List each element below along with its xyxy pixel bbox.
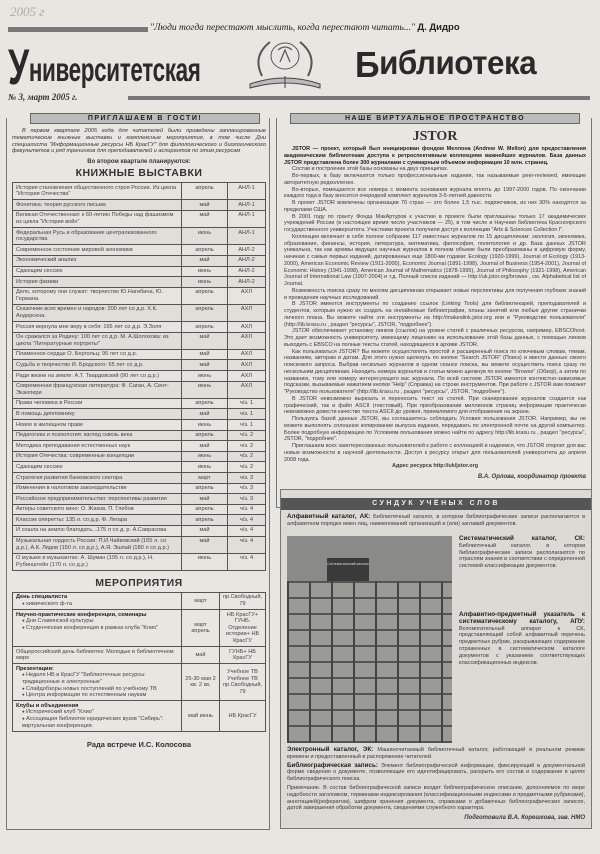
handwritten-note: 2005 г	[10, 4, 45, 19]
event-item: ● Центра информации по естественным наукам	[16, 692, 178, 699]
exhibition-month: май	[182, 360, 228, 371]
exhibition-place: ч/з. 1	[228, 398, 266, 409]
exhibition-place: ч/з. 2	[228, 462, 266, 473]
exhibition-place: ч/з. 4	[228, 525, 266, 536]
right-column-content	[280, 146, 592, 829]
exhibition-month: июнь	[182, 553, 228, 570]
exhibition-month: апрель	[182, 398, 228, 409]
definition: Библиотечный каталог, в котором библиографические записи располагаются по отраслям знания в соответствии с определенной системой классификации документов.	[459, 542, 585, 570]
event-place: НБ КрасГУ+ ГУНБ. Отделение истории+ НБ КрасГУ	[220, 610, 266, 647]
exhibition-title: Современная французская литература: Ф. Саган, А. Сент-Экзюпери	[13, 381, 182, 398]
event-description	[13, 701, 182, 731]
exhibition-place: АНЛ-1	[228, 228, 266, 245]
exhibition-place: АХЛ	[228, 322, 266, 333]
article-title: JSTOR	[412, 129, 458, 144]
term: Электронный каталог, ЭК:	[287, 746, 374, 753]
events-table	[12, 592, 266, 732]
event-title: День специалиста	[16, 594, 68, 601]
exhibitions-title: КНИЖНЫЕ ВЫСТАВКИ	[75, 167, 203, 180]
card-catalog-photo	[287, 536, 452, 743]
exhibition-place: ч/з. 4	[228, 504, 266, 515]
event-month: март	[182, 592, 220, 609]
resource-address: Адрес ресурса http://uk/jstor.org	[391, 463, 479, 470]
table-row	[13, 525, 266, 536]
article-paragraph: Во-первых, в базу включаются только профессиональные издания, так называемые peer-reviewed, имеющие авторитетную редколлегию.	[284, 173, 586, 186]
section-header: НАШЕ ВИРТУАЛЬНОЕ ПРОСТРАНСТВО	[290, 113, 580, 124]
plan-subtitle: Во втором квартале планируются:	[87, 159, 191, 166]
exhibition-place: ч/з. 4	[228, 553, 266, 570]
exhibition-month: май	[182, 441, 228, 452]
event-description	[13, 610, 182, 647]
event-title: Презентации:	[16, 665, 54, 672]
table-row	[13, 536, 266, 553]
exhibition-month: июнь	[182, 420, 228, 431]
divider	[128, 96, 590, 100]
article-paragraph: Пользуясь базой данных JSTOR, вы соглашаетесь соблюдать Условия пользования JSTOR. Например, вы не можете выполнять сплошное копирование выпуска издания, передавать по электронной почте на другой компьютер. Более подробную информацию по Условиям пользования можно найти по адресу http://lib.krasu.ru , раздел "ресурсы", JSTOR, "подробнее".	[284, 416, 586, 443]
table-row	[13, 462, 266, 473]
divider	[8, 27, 148, 32]
table-row	[13, 200, 266, 211]
exhibition-place: ч/з. 4	[228, 515, 266, 526]
event-description	[13, 664, 182, 701]
table-row	[13, 441, 266, 452]
exhibition-month: июнь	[182, 266, 228, 277]
term: Библиографическая запись:	[287, 761, 378, 769]
event-title: Научно-практические конференции, семинары	[16, 611, 147, 618]
glossary-header: СУНДУК УЧЁНЫХ СЛОВ	[281, 498, 591, 510]
event-item: ● Слайдобзоры новых поступлений по учебному ТВ	[16, 686, 178, 693]
exhibition-title: История Отечества: современные концепции	[13, 451, 182, 462]
exhibition-title: Сдающим сессию	[13, 462, 182, 473]
exhibition-title: Ради жизни на земле: А.Т. Твардовский (90 лет со д.р.)	[13, 371, 182, 382]
table-row	[13, 266, 266, 277]
exhibition-title: История становления общественного строя России. Из цикла "История Отечества"	[13, 183, 182, 200]
glossary-entry	[459, 536, 585, 570]
events-title: МЕРОПРИЯТИЯ	[95, 576, 183, 589]
exhibition-title: И сошла на землю благодать...175 л со д. р. А.Саврасова	[13, 525, 182, 536]
table-row	[13, 332, 266, 349]
article-paragraph: JSTOR обеспечивает установку линков (ссылок) на уровне статей с различных ресурсов, например, EBSCOhost. Это дает возможность университету, имеющему лицензию на использование этой базы данных, с помощью линков выходить с EBSCO на полные тексты статей, находящиеся в архиве JSTOR.	[284, 328, 586, 348]
exhibition-month: март	[182, 473, 228, 484]
exhibition-title: Классик оперетты: 135 л. со д.р. Ф. Легара	[13, 515, 182, 526]
article-paragraph: Как пользоваться JSTOR? Вы можете осуществлять простой и расширенный поиск по ключевым словам, темам, названиям, авторам и датам. Для этого нужно щелкнуть по кнопке "Search JSTOR" (Поиск) и ввести данные своего поискового запроса. Выбрав несколько журналов в одном сеансе поиска, вы можете осуществить поиск сразу по нескольким дисциплинам. Находить номера журналов и статьи можно щелкнув по кнопке "Browse" (Обзор), а затем по названию, тому или номеру интересующего вас журнала. По всей системе JSTOR имеются контекстно-зависимые подсказки, вызываемые нажатием кнопки "Help" (Справка) на строке инструментов. При работе с JSTOR вам поможет "Руководство пользователя" (http://lib.krasu.ru , раздел "ресурсы", JSTOR, "подробнее").	[284, 348, 586, 395]
article-paragraph: В JSTOR невозможно вырезать и переносить текст из статей. При сканировании журналов создается как графический, так и файл ASCII (текстовый). При преобразовании миллионов страниц информации практически невозможно довести качество текста ASCII до уровня, приемлемого для отображения на экране.	[284, 395, 586, 416]
exhibition-month: апрель	[182, 245, 228, 256]
table-row	[13, 381, 266, 398]
glossary-entry	[287, 763, 585, 783]
table-row	[13, 647, 266, 664]
table-row	[13, 409, 266, 420]
exhibition-place: АНЛ-2	[228, 266, 266, 277]
exhibition-title: В помощь дипломнику	[13, 409, 182, 420]
exhibition-month: май	[182, 494, 228, 505]
exhibition-month: апрель	[182, 515, 228, 526]
exhibition-month: май	[182, 409, 228, 420]
masthead-title-2	[355, 44, 536, 86]
exhibition-month: апрель	[182, 287, 228, 304]
intro-text: В первом квартале 2005 года для читателей были проведены запланированные тематические книжные выставки и комплексные мероприятия, в том числе Дни специалиста "Информационные ресурсы НБ КрасГУ" для филологического и биологического факультетов и ряд тренингов для преподавателей и аспирантов по этим ресурсам	[12, 128, 266, 155]
table-row	[13, 701, 266, 731]
table-row	[13, 473, 266, 484]
exhibition-place: ч/з. 3	[228, 473, 266, 484]
article-paragraph: Коллекция включает в себя полное собрание 117 известных журналов по 15 дисциплинам: экология, экономика, образование, финансы, история, литература, математика, философия, политология и др. База данных JSTOR уникальна, так как архивы ведущих научных журналов в полном объеме были преобразованы в цифровую форму, начиная с самых первых изданий, датированных еще 1800-ми годами: Ecology (1920-1999), Journal of Ecology (1913-2000), American Economic Review (1911-2000), Economic Journal (1891-1998), Journal of Business (1954-2001), Journal of Economic History (1941-1998), American Journal of Mathematics (1878-1995), Journal of Philosophy (1921-1998), American Journal of International Law (1907-2004) и т.д. Полный список изданий — http://uk.jstor.org/browse , см. Alphabetical list of Journal.	[284, 233, 586, 287]
exhibition-place: АНЛ-1	[228, 183, 266, 200]
quote-text: "Люди тогда перестают мыслить, когда перестают читать..."	[150, 23, 415, 33]
event-place: ГУНБ+ НБ КрасГУ	[220, 647, 266, 664]
exhibition-month: июнь	[182, 451, 228, 462]
table-row	[13, 371, 266, 382]
table-row	[13, 349, 266, 360]
exhibition-month: май	[182, 255, 228, 266]
event-month: май июнь	[182, 701, 220, 731]
table-row	[13, 430, 266, 441]
exhibition-month: май	[182, 332, 228, 349]
exhibition-place: ч/з. 3	[228, 483, 266, 494]
title-cap: Б	[355, 44, 380, 85]
table-row	[13, 322, 266, 333]
exhibition-month: апрель	[182, 483, 228, 494]
exhibition-month: июнь	[182, 371, 228, 382]
exhibition-place: АНЛ-2	[228, 277, 266, 288]
masthead-quote	[150, 22, 460, 33]
event-place: Учебное ТВ Учебное ТВ пр.Свободный, 79	[220, 664, 266, 701]
exhibition-month: май	[182, 200, 228, 211]
table-row	[13, 420, 266, 431]
table-row	[13, 483, 266, 494]
definition: Вспомогательный аппарат к СК, представляющий собой алфавитный перечень предметных рубрик, раскрывающих содержание отраженных в систематическом каталоге документов с указанием соответствующих классификационных индексов.	[459, 625, 585, 666]
glossary-signature: Подготовила В.А. Корешкова, зав. НМО	[464, 815, 585, 822]
article-paragraph: Во-вторых, помещаются все номера с момента основания журнала вплоть до 1997-2000 годов. По окончании каждого года в базу вносится очередной комплект журналов 3-5-летней давности.	[284, 186, 586, 200]
event-item: ● Неделя НБ в КрасГУ "Библиотечные ресурсы: традиционные и электронные"	[16, 672, 178, 685]
exhibition-month: апрель	[182, 504, 228, 515]
table-row	[13, 228, 266, 245]
exhibition-place: АНЛ-1	[228, 210, 266, 227]
article-paragraph: Приглашаем всех заинтересованных пользователей к работе с коллекцией и надеемся, что JSTOR откроет для вас новые возможности в научной деятельности. Доступ к ресурсу открыт для пользователей университета до апреля 2008 года.	[284, 443, 586, 463]
exhibition-place: ч/з. 3	[228, 494, 266, 505]
exhibition-place: ч/з. 2	[228, 430, 266, 441]
event-item: ● Дни Славянской культуры	[16, 618, 178, 625]
exhibition-title: Новое в жилищном праве	[13, 420, 182, 431]
exhibition-title: Сказочник всех времен и народов: 200 лет со д.р. Х.К. Андерсена.	[13, 304, 182, 321]
event-month: 25-30 мая 2 кв. 2 кв.	[182, 664, 220, 701]
table-row	[13, 255, 266, 266]
event-description	[13, 592, 182, 609]
table-row	[13, 451, 266, 462]
event-item: ● Исторический клуб "Клио"	[16, 709, 178, 716]
exhibition-title: Великая Отечественная: к 60-летию Победы над фашизмом из цикла "История войн"	[13, 210, 182, 227]
event-item: ● Студенческая конференция в рамках клуба "Клио"	[16, 625, 178, 632]
definition: Примечание. В состав библиографической записи входит библиографическое описание, дополняемое по мере надобности заголовком, терминами индексирования (классификационными индексами и предметными рубриками), аннотацией(рефератом), шифром хранения документа, справками о добавочных библиографических записях, датой завершения обработки документа, сведениями служебного характера.	[287, 784, 585, 812]
table-row	[13, 304, 266, 321]
exhibition-place: АНЛ-2	[228, 245, 266, 256]
exhibition-place: АХЛ	[228, 381, 266, 398]
table-row	[13, 494, 266, 505]
masthead-title-1	[8, 38, 201, 96]
article-paragraph: В 2001 году по гранту Фонда МакАртуров к участию в проекте были приглашены только 17 академических учреждений России (в настоящее время число участников — 25), в том числе и Научная библиотека Красноярского государственного университета. Участники проекта получили доступ к коллекции "Arts & Sciences Collection I".	[284, 213, 586, 233]
table-row	[13, 277, 266, 288]
exhibition-month: июнь	[182, 228, 228, 245]
article-lead: JSTOR — проект, который был инициирован фондом Меллона (Andrew W. Mellon) для предоставления академическим библиотекам доступа к ретроспективным коллекциям важнейших журналов. База данных JSTOR представлена более 300 журналами с суммарным объемом информации 10 млн. страниц.	[284, 146, 586, 166]
issue-number: № 3, март 2005 г.	[8, 92, 78, 102]
photo-sign: Систематический каталог	[327, 558, 369, 582]
exhibition-place: АХЛ	[228, 332, 266, 349]
exhibition-title: Пламенное сердце О. Бергольц: 95 лет со д.р.	[13, 349, 182, 360]
exhibition-month: апрель	[182, 183, 228, 200]
table-row	[13, 245, 266, 256]
table-row	[13, 183, 266, 200]
exhibition-title: Дело, которому они служат: творчество Ю.Нагибина, Ю. Германа.	[13, 287, 182, 304]
exhibition-place: ч/з. 2	[228, 441, 266, 452]
glossary-entry	[287, 747, 585, 761]
article-signature: В.А. Орлова, координатор проекта	[477, 474, 586, 480]
exhibition-month: май	[182, 536, 228, 553]
glossary-note	[287, 785, 585, 812]
event-place: пр.Свободный, 79	[220, 592, 266, 609]
event-item: ● химического ф-та	[16, 601, 178, 608]
table-row	[13, 664, 266, 701]
exhibition-title: Россия вернула мне веру в себя: 165 лет со д.р. Э.Золя	[13, 322, 182, 333]
article-body	[280, 146, 592, 481]
table-row	[13, 610, 266, 647]
quote-author: Д. Дидро	[417, 22, 460, 33]
exhibitions-table	[12, 182, 266, 571]
definition: Элемент библиографической информации, фиксирующий в документальной форме сведения о документе, позволяющие его идентифицировать, раскрыть его состав и содержание в целях библиографического поиска.	[287, 762, 586, 783]
exhibition-place: АХЛ	[228, 349, 266, 360]
article-paragraph: Возможность поиска сразу по многим дисциплинам открывает новые перспективы для получения глубоких знаний и проведения научных исследований.	[284, 287, 586, 301]
event-month: май	[182, 647, 220, 664]
exhibition-month: май	[182, 210, 228, 227]
exhibition-place: ч/з. 1	[228, 420, 266, 431]
exhibition-month: июнь	[182, 462, 228, 473]
exhibition-title: Педагогика и психология: взгляд сквозь века	[13, 430, 182, 441]
exhibition-title: Он сражался за Родину: 100 лет со д.р. М. А.Шолохова: из цикла "Литературные портреты"	[13, 332, 182, 349]
table-row	[13, 360, 266, 371]
exhibition-title: О музыке и музыкантах: А. Шуман (195 л. со д.р.), Н. Рубинштейн (170 л. со д.р.)	[13, 553, 182, 570]
exhibition-place: АНЛ-2	[228, 255, 266, 266]
exhibition-month: апрель	[182, 304, 228, 321]
exhibition-month: июнь	[182, 381, 228, 398]
exhibition-title: Стратегия развития банковского сектора	[13, 473, 182, 484]
exhibition-month: май	[182, 349, 228, 360]
exhibition-title: Судьба и творчество И. Бродского: 65 лет со д.р.	[13, 360, 182, 371]
table-row	[13, 515, 266, 526]
left-column-content	[12, 128, 266, 750]
table-row	[13, 504, 266, 515]
exhibition-title: Права человека в России	[13, 398, 182, 409]
exhibition-month: июнь	[182, 277, 228, 288]
exhibition-place: ч/з. 2	[228, 451, 266, 462]
table-row	[13, 398, 266, 409]
exhibition-place: ч/з. 1	[228, 409, 266, 420]
exhibition-title: Федеральная Русь и образование централизованного государства	[13, 228, 182, 245]
exhibition-place: АХЛ	[228, 360, 266, 371]
definition: Машиночитаемый библиотечный каталог, работающий в реальном режиме времени и предоставленный в распоряжение читателей.	[287, 747, 585, 760]
table-row	[13, 210, 266, 227]
article-paragraph: В JSTOR имеются инструменты по созданию ссылок (Linking Tools) для библиотекарей, преподавателей и студентов, которым нужно их создать на онлайновые библиографии, планы занятий или любые другие странички личного плана. Вы можете найти эти инструменты на http://makealink.jstor.org или в "Руководстве пользователя" (http://lib.krasu.ru , раздел "ресурсы", JSTOR, "подробнее").	[284, 301, 586, 328]
event-place: НБ КрасГУ	[220, 701, 266, 731]
table-row	[13, 553, 266, 570]
title-rest: ниверситетская	[28, 51, 201, 88]
exhibition-place: АХЛ	[228, 304, 266, 321]
exhibition-month: апрель	[182, 430, 228, 441]
exhibition-place: АХЛ	[228, 371, 266, 382]
exhibition-place: ч/з. 4	[228, 536, 266, 553]
term: Систематический каталог, СК:	[459, 535, 585, 542]
glossary-entry	[459, 612, 585, 666]
event-month: март апрель	[182, 610, 220, 647]
article-paragraph: В проект JSTOR вовлечены организации 70 стран — это более 1,5 тыс. подписчиков, из них 30% находятся за пределами США.	[284, 200, 586, 213]
exhibition-place: АХЛ	[228, 287, 266, 304]
glossary-box	[280, 489, 592, 829]
exhibition-title: Актеры советского кино: О. Жаков, П. Глебов	[13, 504, 182, 515]
exhibition-place: АНЛ-1	[228, 200, 266, 211]
exhibition-title: Методика преподавания естественных наук	[13, 441, 182, 452]
section-header: ПРИГЛАШАЕМ В ГОСТИ!	[30, 113, 260, 124]
title-rest: иблиотека	[379, 44, 537, 81]
catalog-cabinet	[287, 581, 452, 743]
exhibition-month: апрель	[182, 322, 228, 333]
term: Алфавитный каталог, АК:	[287, 513, 371, 520]
exhibition-title: Музыкальная гордость России: П.И.Чайковский (165 л. со д.р.), А.К. Лядов (150 л. со д.р.), А.Я. Эшпай (180 л со д.р.)	[13, 536, 182, 553]
event-description	[13, 647, 182, 664]
greeting-signature: Рада встрече И.С. Колосова	[86, 739, 192, 749]
exhibition-title: Экономический анализ	[13, 255, 182, 266]
exhibition-title: История физики	[13, 277, 182, 288]
exhibition-title: Российское предпринимательство: перспективы развития	[13, 494, 182, 505]
exhibition-month: май	[182, 525, 228, 536]
term: Алфавитно-предметный указатель к систематическому каталогу, АПУ:	[459, 611, 585, 625]
exhibition-title: Изменения в налоговом законодательстве	[13, 483, 182, 494]
definition: Библиотечный каталог, в котором библиографические записи располагаются в алфавитном порядке имен лиц, наименований организаций и (или) заглавий документов.	[287, 514, 586, 527]
table-row	[13, 592, 266, 609]
table-row	[13, 287, 266, 304]
exhibition-title: Современное состояние мировой экономики	[13, 245, 182, 256]
event-title: Клубы и объединения	[16, 702, 79, 709]
event-item: ● Ассоциация библиотек юридических вузов "Сибирь": виртуальная конференция.	[16, 716, 178, 729]
article-paragraph: Состав и построение этой базы основаны на двух принципах.	[292, 166, 449, 173]
title-cap: У	[8, 39, 29, 95]
exhibition-title: Фонетика: теория русского письма	[13, 200, 182, 211]
glossary-entry	[287, 514, 585, 528]
exhibition-title: Сдающим сессию	[13, 266, 182, 277]
book-emblem-icon	[240, 36, 330, 92]
event-text: Общероссийский день библиотек: Молодые в библиотечном мире	[16, 648, 174, 662]
